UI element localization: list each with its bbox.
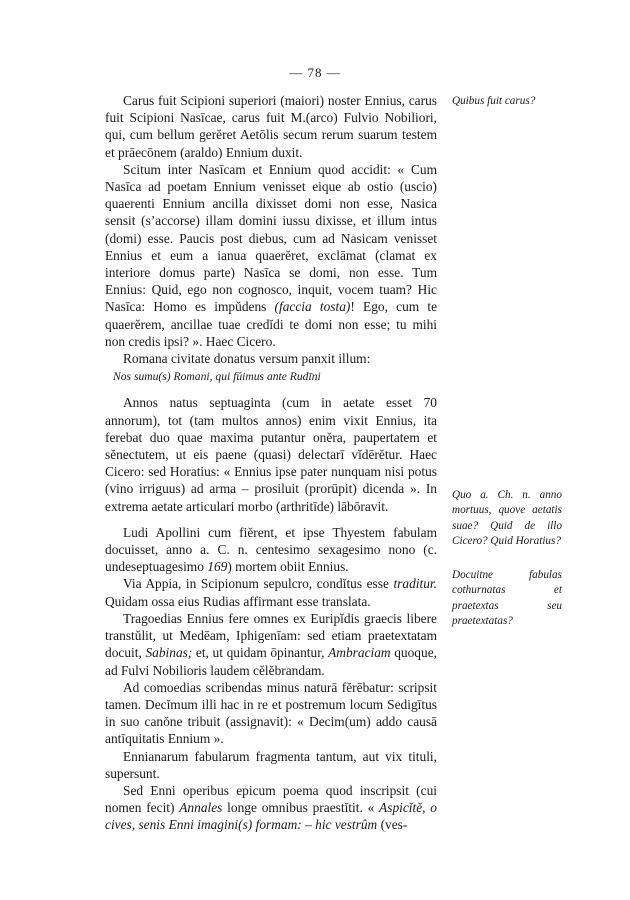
text-run: Sed Enni operibus epicum poema quod inscripsit (cui nomen fecit) (105, 782, 437, 816)
paragraph (105, 575, 437, 609)
paragraph: Carus fuit Scipioni superiori (maiori) noster Ennius, carus fuit Scipioni Nasīcae, carus fuit M.(arco) Fulvio Nobiliori, qui, cum bellum gerĕret Aetōlis secum rerum suarum testem et prāecōnem (araldo) Ennium duxit. (105, 93, 437, 160)
italic-gloss: (faccia tosta) (274, 299, 351, 315)
margin-question: Docuitne fabulas cothurnatas et praetextas seu praetextatas? (452, 569, 562, 628)
text-run: Scitum inter Nasīcam et Ennium quod accidit: « Cum Nasīca ad poetam Ennium venisset eique ab ostio (uscio) quaerenti Ennium ancilla dixisset domi non esse, Nasica sensit (s’accorse) illam domini iussu dixisse, et illum intus (domi) esse. Paucis post diebus, cum ad Nasicam venisset Ennius et eum a ianua quaerĕret, exclāmat (clamat ex interiore domus parte) Nasīca se domi, non esse. Tum Ennius: Quid, ego non cognosco, inquit, vocem tuam? Hic Nasīca: Homo es impŭdens (105, 161, 437, 315)
text-run: Ludi Apollini cum fiĕrent, et ipse Thyestem fabulam docuisset, anno a. C. n. centesimo sexagesimo nono (c. undeseptuagesimo (105, 524, 437, 575)
paragraph: Ad comoedias scribendas minus naturā fĕrēbatur: scripsit tamen. Decĭmum illi hac in re et postremum locum Sedigītus in suo canŏne tribuit (assignavit): « Decim(um) addo causā antīquitatis Ennium ». (105, 679, 437, 747)
margin-question: Quibus fuit carus? (452, 95, 536, 107)
text-run: et, ut quidam ōpinantur, (192, 645, 329, 661)
paragraph: Ennianarum fabularum fragmenta tantum, aut vix tituli, supersunt. (105, 748, 437, 781)
italic-title: Ambraciam (328, 645, 391, 661)
paragraph: Annos natus septuaginta (cum in aetate esset 70 annorum), tot (tam multos annos) enim vixit Ennius, ita ferebat duo quae maxima putantur onĕra, paupertatem et sĕnectutem, ut eis paene (quasi) delectarī vĭdērĕtur. Haec Cicero: sed Horatius: « Ennius ipse pater nunquam nisi potus (vino irriguus) ad arma – prosiluit (prorūpit) dicenda ». In extrema aetate articulari morbo (arthritīde) lābōravit. (105, 395, 437, 514)
italic-title: Annales (179, 800, 223, 816)
text-run: quoque, ad Fulvi Nobilioris laudem cĕlĕbrandam. (105, 645, 437, 678)
text-run: ) mortem obiit Ennius. (227, 559, 349, 575)
text-run: Quidam ossa eius Rudias affirmant esse translata. (105, 593, 371, 609)
italic-title: Sabinas; (145, 645, 193, 661)
paragraph (105, 524, 437, 576)
quoted-verse: Nos sumu(s) Romani, qui fŭimus ante Rudīni (113, 370, 321, 384)
paragraph (105, 161, 437, 350)
paragraph: Romana civitate donatus versum panxit illum: (123, 351, 371, 367)
text-run: Tragoedias Ennius fere omnes ex Euripĭdis graecis libere transtŭlit, ut Medēam, Iphigenīam: sed etiam praetextatam docuit, (105, 610, 437, 661)
text-run: ! Ego, cum te quaerĕrem, ancillae tuae credĭdi te domi non esse; tu mihi non credis ipsi? ». Haec Cicero. (105, 299, 438, 349)
margin-question: Quo a. Ch. n. anno mortuus, quove aetatis suae? Quid de illo Cicero? Quid Horatius? (452, 489, 562, 548)
text-run: Via Appia, in Scipionum sepulcro, condĭtus esse (123, 576, 394, 592)
text-run: (ves- (377, 817, 408, 833)
main-text-column (105, 92, 437, 834)
text-run: longe omnibus praestĭtit. « (222, 800, 380, 816)
italic-quote: Aspicĭtĕ, o cives, senis Enni imagini(s) formam: – hic vestrûm (105, 800, 437, 833)
paragraph (105, 610, 437, 679)
italic-year: 169 (207, 559, 228, 575)
paragraph (105, 782, 437, 834)
italic-word: traditur. (393, 576, 437, 592)
page-number: — 78 — (289, 65, 341, 80)
